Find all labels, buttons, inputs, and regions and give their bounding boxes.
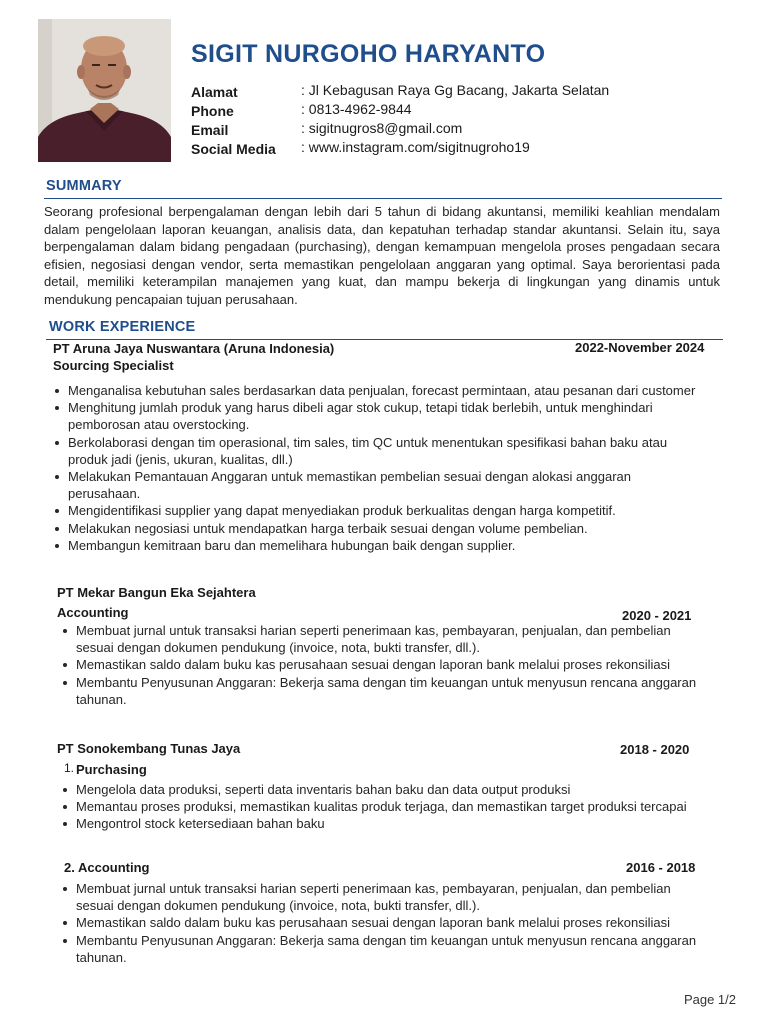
list-item: Melakukan Pemantauan Anggaran untuk memastikan pembelian sesuai dengan alokasi anggaran perusahaan. <box>53 468 703 502</box>
job-date: 2016 - 2018 <box>626 860 696 875</box>
phone-value: : 0813-4962-9844 <box>301 101 412 117</box>
list-item: Membangun kemitraan baru dan memelihara hubungan baik dengan supplier. <box>53 537 703 554</box>
job-date: 2020 - 2021 <box>622 608 692 623</box>
company-name: PT Mekar Bangun Eka Sejahtera <box>57 585 256 600</box>
job-date: 2022-November 2024 <box>575 340 705 355</box>
list-item: Berkolaborasi dengan tim operasional, tim sales, tim QC untuk menentukan spesifikasi bahan baku atau produk jadi (jenis, ukuran, kualitas, dll.) <box>53 434 703 468</box>
contact-row-email <box>191 119 609 138</box>
sub-role-title: Purchasing <box>76 762 147 777</box>
company-name: PT Aruna Jaya Nuswantara (Aruna Indonesia) <box>53 341 335 356</box>
sub-role-number: 1. <box>64 761 75 775</box>
job-role: Accounting <box>57 605 129 620</box>
summary-text: Seorang profesional berpengalaman dengan lebih dari 5 tahun di bidang akuntansi, memiliki keahlian mendalam dalam pengelolaan laporan keuangan, analisis data, dan kepatuhan terhadap standar akuntansi. Selain itu, saya berpengalaman dalam bidang pengadaan (purchasing), dengan kemampuan mengelola proses pengadaan secara efisien, negosiasi dengan vendor, serta memastikan pengelolaan anggaran yang optimal. Saya berorientasi pada detail, memiliki keterampilan manajemen yang kuat, dan mampu bekerja di lingkungan yang dinamis untuk mendukung pencapaian tujuan perusahaan. <box>44 204 720 307</box>
list-item: Memantau proses produksi, memastikan kualitas produk terjaga, dan memastikan target produksi tercapai <box>61 798 701 815</box>
job-duties-list <box>61 880 701 966</box>
contact-row-social <box>191 138 609 157</box>
contact-label: Social Media <box>191 141 276 157</box>
sub-role-title: 2. Accounting <box>64 860 150 875</box>
job-role: Sourcing Specialist <box>53 358 174 373</box>
company-name: PT Sonokembang Tunas Jaya <box>57 741 241 756</box>
list-item: Membantu Penyusunan Anggaran: Bekerja sama dengan tim keuangan untuk menyusun rencana anggaran tahunan. <box>61 674 701 708</box>
email-value: : sigitnugros8@gmail.com <box>301 120 463 136</box>
list-item: Mengelola data produksi, seperti data inventaris bahan baku dan data output produksi <box>61 781 701 798</box>
list-item: Mengidentifikasi supplier yang dapat menyediakan produk berkualitas dengan harga kompetitif. <box>53 502 703 519</box>
list-item: Menghitung jumlah produk yang harus dibeli agar stok cukup, tetapi tidak berlebih, untuk menghindari pemborosan atau overstocking. <box>53 399 703 433</box>
summary-divider <box>44 198 722 199</box>
list-item: Melakukan negosiasi untuk mendapatkan harga terbaik sesuai dengan volume pembelian. <box>53 520 703 537</box>
page-number: Page 1/2 <box>683 992 736 1007</box>
candidate-name: SIGIT NURGOHO HARYANTO <box>191 40 546 68</box>
list-item: Menganalisa kebutuhan sales berdasarkan data penjualan, forecast permintaan, atau pesanan dari customer <box>53 382 703 399</box>
contact-label: Email <box>191 122 229 138</box>
contact-label: Alamat <box>191 84 238 100</box>
contact-row-address <box>191 81 609 100</box>
contact-details <box>191 81 609 157</box>
job-duties-list <box>61 781 701 833</box>
job-duties-list <box>61 622 701 708</box>
social-media-value: : www.instagram.com/sigitnugroho19 <box>301 139 530 155</box>
list-item: Membantu Penyusunan Anggaran: Bekerja sama dengan tim keuangan untuk menyusun rencana anggaran tahunan. <box>61 932 701 966</box>
job-date: 2018 - 2020 <box>620 742 690 757</box>
list-item: Memastikan saldo dalam buku kas perusahaan sesuai dengan laporan bank melalui proses rekonsiliasi <box>61 656 701 673</box>
person-portrait-icon <box>38 19 171 162</box>
list-item: Memastikan saldo dalam buku kas perusahaan sesuai dengan laporan bank melalui proses rekonsiliasi <box>61 914 701 931</box>
profile-photo <box>38 19 171 162</box>
job-duties-list <box>53 382 703 554</box>
contact-row-phone <box>191 100 609 119</box>
list-item: Mengontrol stock ketersediaan bahan baku <box>61 815 701 832</box>
work-experience-heading: WORK EXPERIENCE <box>49 319 196 335</box>
contact-label: Phone <box>191 103 234 119</box>
address-value: : Jl Kebagusan Raya Gg Bacang, Jakarta Selatan <box>301 82 610 98</box>
list-item: Membuat jurnal untuk transaksi harian seperti penerimaan kas, pembayaran, penjualan, dan pembelian sesuai dengan dokumen pendukung (invoice, nota, bukti transfer, dll.). <box>61 622 701 656</box>
list-item: Membuat jurnal untuk transaksi harian seperti penerimaan kas, pembayaran, penjualan, dan pembelian sesuai dengan dokumen pendukung (invoice, nota, bukti transfer, dll.). <box>61 880 701 914</box>
summary-heading: SUMMARY <box>46 178 122 194</box>
